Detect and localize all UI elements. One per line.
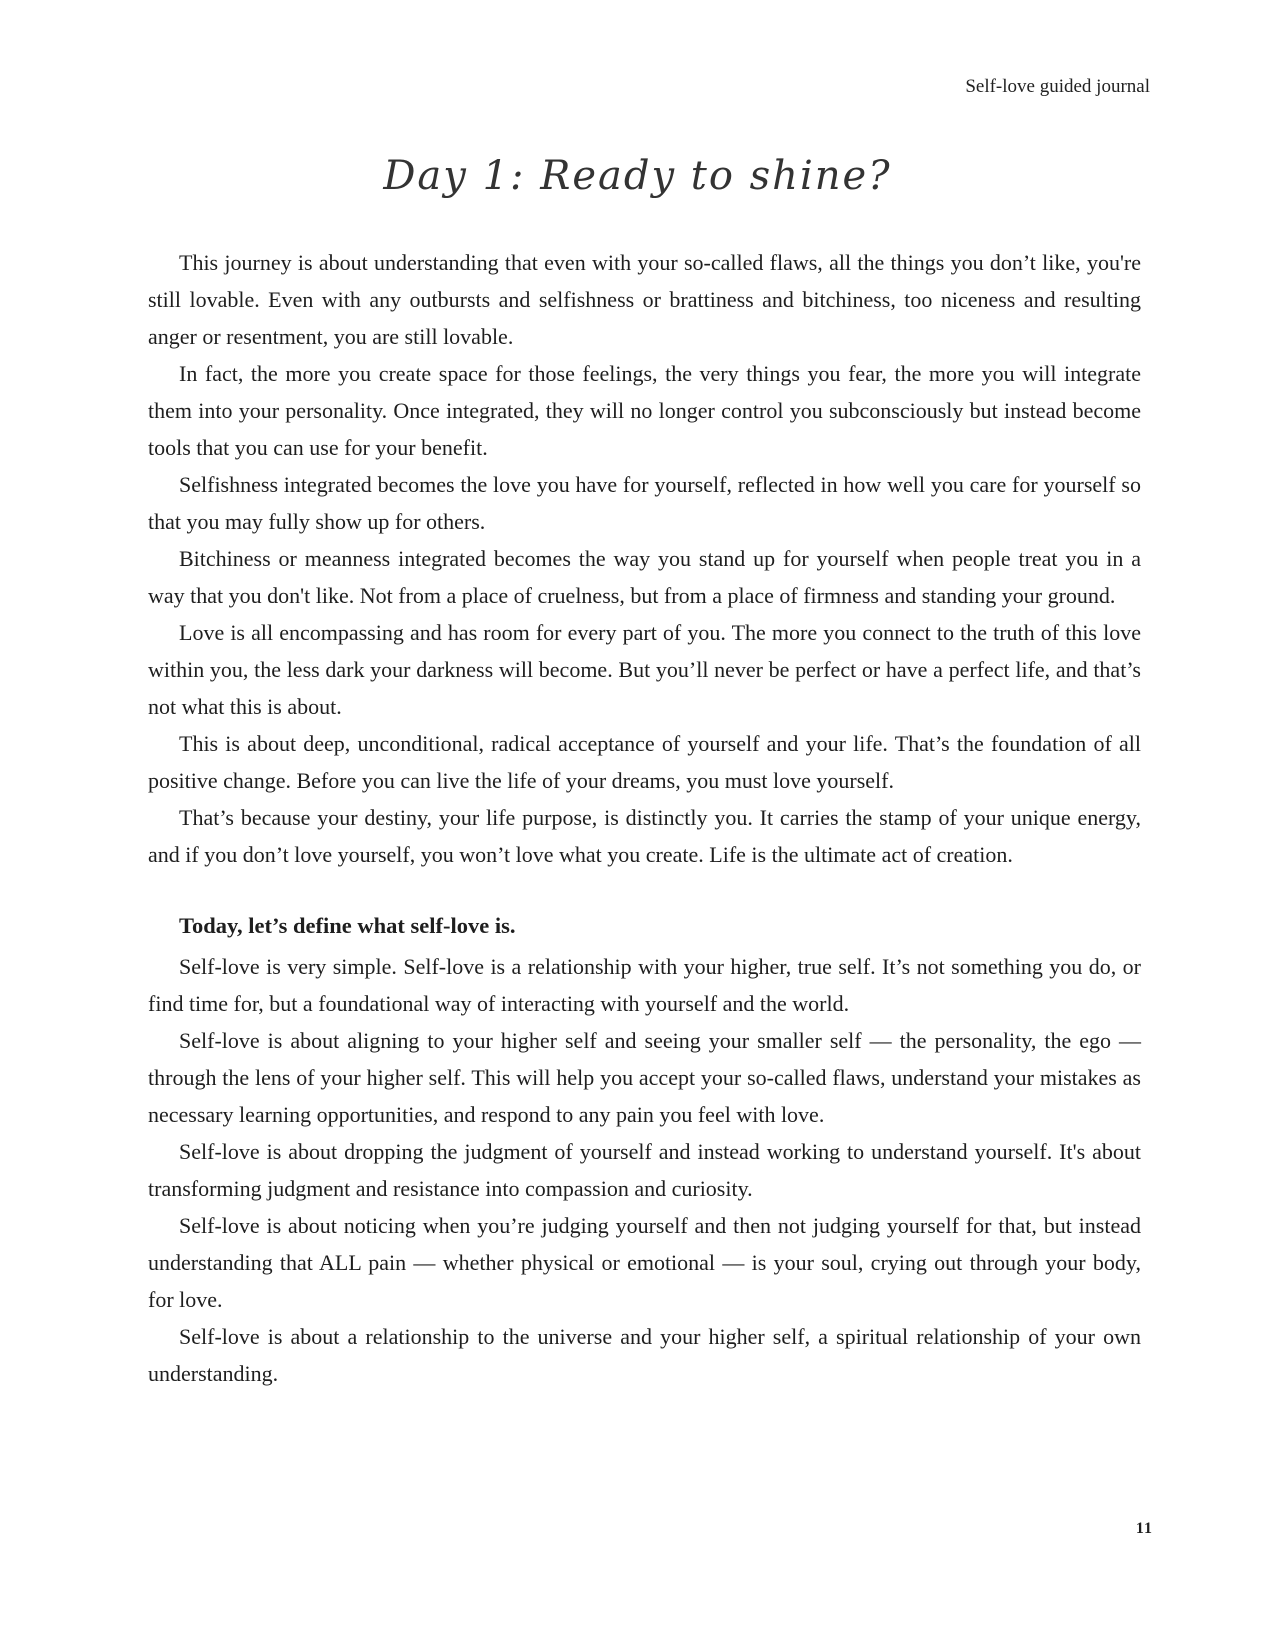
paragraph: Self-love is about aligning to your higher self and seeing your smaller self — the personality, the ego — through the lens of your higher self. This will help you accept your so-called flaws, understand your mistakes as necessary learning opportunities, and respond to any pain you feel with love. (148, 1028, 1141, 1127)
paragraph: In fact, the more you create space for those feelings, the very things you fear, the more you will integrate them into your personality. Once integrated, they will no longer control you subconsciously but instead become tools that you can use for your benefit. (148, 361, 1141, 460)
paragraph: Bitchiness or meanness integrated becomes the way you stand up for yourself when people treat you in a way that you don't like. Not from a place of cruelness, but from a place of firmness and standing your ground. (148, 546, 1141, 608)
paragraph: That’s because your destiny, your life purpose, is distinctly you. It carries the stamp of your unique energy, and if you don’t love yourself, you won’t love what you create. Life is the ultimate act of creation. (148, 805, 1141, 867)
paragraph: Self-love is about dropping the judgment of yourself and instead working to understand yourself. It's about transforming judgment and resistance into compassion and curiosity. (148, 1139, 1141, 1201)
paragraph: Self-love is about noticing when you’re judging yourself and then not judging yourself for that, but instead understanding that ALL pain — whether physical or emotional — is your soul, crying out through your body, for love. (148, 1213, 1141, 1312)
paragraph: Love is all encompassing and has room for every part of you. The more you connect to the truth of this love within you, the less dark your darkness will become. But you’ll never be perfect or have a perfect life, and that’s not what this is about. (148, 620, 1141, 719)
paragraph: This journey is about understanding that even with your so-called flaws, all the things you don’t like, you're still lovable. Even with any outbursts and selfishness or brattiness and bitchiness, too niceness and resulting anger or resentment, you are still lovable. (148, 250, 1141, 349)
paragraph: Self-love is very simple. Self-love is a relationship with your higher, true self. It’s not something you do, or find time for, but a foundational way of interacting with yourself and the world. (148, 954, 1141, 1016)
paragraph: Selfishness integrated becomes the love you have for yourself, reflected in how well you care for yourself so that you may fully show up for others. (148, 472, 1141, 534)
paragraph: Self-love is about a relationship to the universe and your higher self, a spiritual relationship of your own understanding. (148, 1324, 1141, 1386)
page-title: Day 1: Ready to shine? (383, 153, 892, 199)
page-number: 11 (1135, 1520, 1153, 1537)
running-header: Self-love guided journal (965, 76, 1150, 97)
section-heading: Today, let’s define what self-love is. (179, 913, 516, 938)
body-text (148, 244, 1141, 1392)
paragraph: This is about deep, unconditional, radical acceptance of yourself and your life. That’s the foundation of all positive change. Before you can live the life of your dreams, you must love yourself. (148, 731, 1141, 793)
